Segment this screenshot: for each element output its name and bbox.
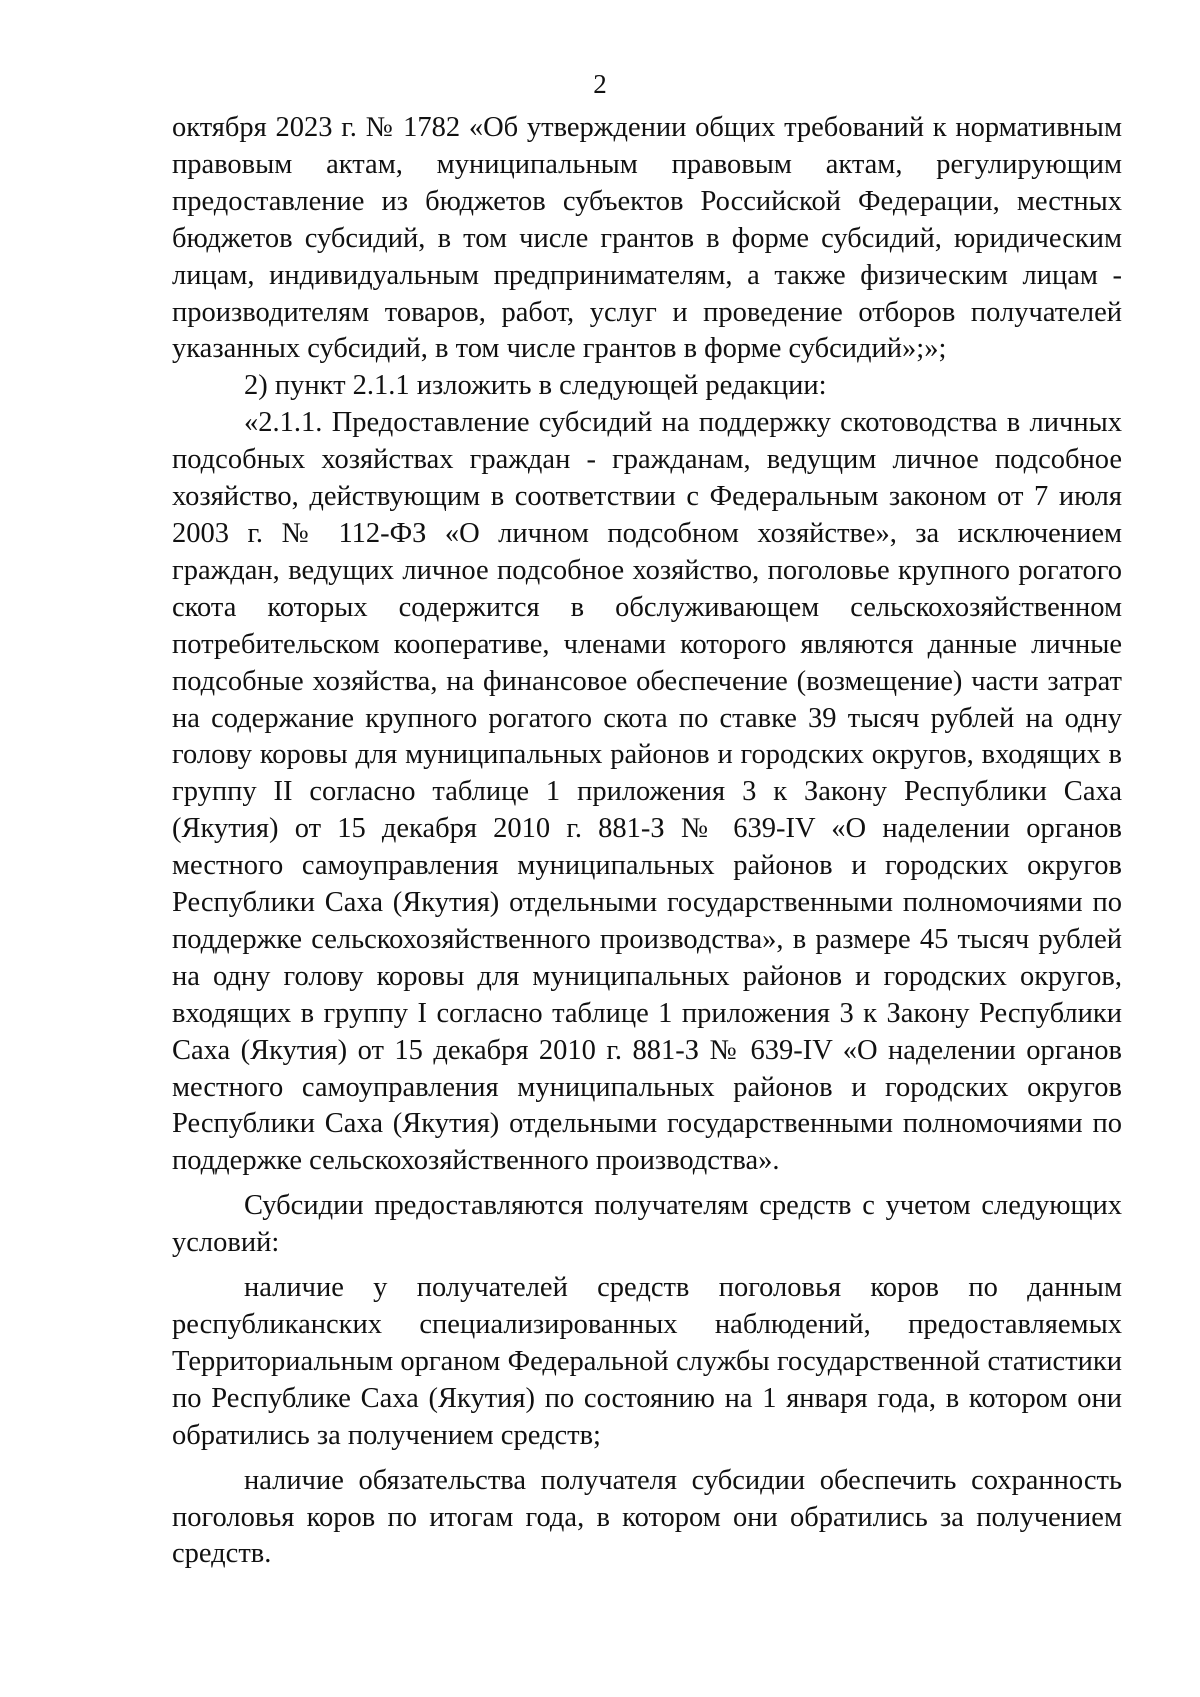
paragraph-subsidy-conditions-intro: Субсидии предоставляются получателям средств с учетом следующих условий: bbox=[172, 1190, 1122, 1259]
paragraph-condition-livestock-count: наличие у получателей средств поголовья коров по данным республиканских специализированных наблюдений, предоставляемых Территориальным органом Федеральной службы государственной статистики по Республике Саха (Якутия) по состоянию на 1 января года, в котором они обратились за получением средств; bbox=[172, 1272, 1122, 1451]
paragraph-clause-2-1-1: «2.1.1. Предоставление субсидий на поддержку скотоводства в личных подсобных хозяйствах граждан - гражданам, ведущим личное подсобное хозяйство, действующим в соответствии с Федеральным законом от 7 июля 2003 г. № 112-ФЗ «О личном подсобном хозяйстве», за исключением граждан, ведущих личное подсобное хозяйство, поголовье крупного рогатого скота которых содержится в обслуживающем сельскохозяйственном потребительском кооперативе, членами которого являются данные личные подсобные хозяйства, на финансовое обеспечение (возмещение) части затрат на содержание крупного рогатого скота по ставке 39 тысяч рублей на одну голову коровы для муниципальных районов и городских округов, входящих в группу II согласно таблице 1 приложения 3 к Закону Республики Саха (Якутия) от 15 декабря 2010 г. 881-З № 639-IV «О наделении органов местного самоуправления муниципальных районов и городских округов Республики Саха (Якутия) отдельными государственными полномочиями по поддержке сельскохозяйственного производства», в размере 45 тысяч рублей на одну голову коровы для муниципальных районов и городских округов, входящих в группу I согласно таблице 1 приложения 3 к Закону Республики Саха (Якутия) от 15 декабря 2010 г. 881-З № 639-IV «О наделении органов местного самоуправления муниципальных районов и городских округов Республики Саха (Якутия) отдельными государственными полномочиями по поддержке сельскохозяйственного производства». bbox=[172, 407, 1122, 1177]
page-number: 2 bbox=[593, 69, 607, 99]
paragraph-amendment-item-2: 2) пункт 2.1.1 изложить в следующей редакции: bbox=[244, 370, 827, 402]
paragraph-condition-preservation-obligation: наличие обязательства получателя субсидии обеспечить сохранность поголовья коров по итогам года, в котором они обратились за получением средств. bbox=[172, 1464, 1122, 1570]
document-body bbox=[172, 110, 1122, 1573]
paragraph-continuation: октября 2023 г. № 1782 «Об утверждении общих требований к нормативным правовым актам, муниципальным правовым актам, регулирующим предоставление из бюджетов субъектов Российской Федерации, местных бюджетов субсидий, в том числе грантов в форме субсидий, юридическим лицам, индивидуальным предпринимателям, а также физическим лицам - производителям товаров, работ, услуг и проведение отборов получателей указанных субсидий, в том числе грантов в форме субсидий»;»; bbox=[172, 112, 1122, 365]
